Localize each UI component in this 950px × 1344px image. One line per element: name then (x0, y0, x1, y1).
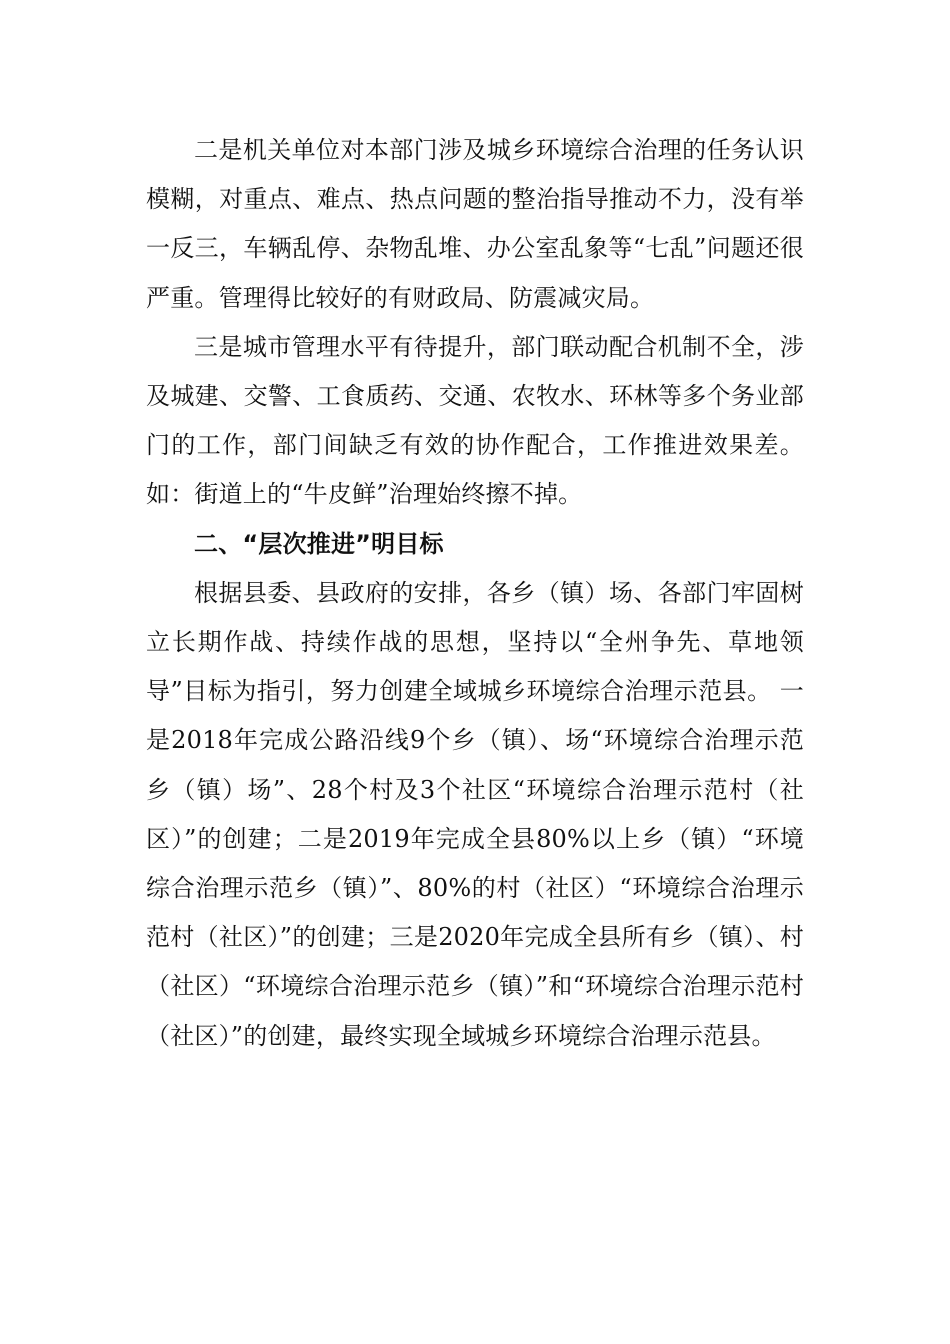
paragraph-goals: 根据县委、县政府的安排，各乡（镇）场、各部门牢固树立长期作战、持续作战的思想，坚持以“全州争先、草地领导”目标为指引，努力创建全域城乡环境综合治理示范县。 一是2018年完成公路沿线9个乡（镇）、场“环境综合治理示范乡（镇）场”、28个村及3个社区“环境综合治理示范村（社区）”的创建；二是2019年完成全县80%以上乡（镇）“环境综合治理示范乡（镇）”、80%的村（社区）“环境综合治理示范村（社区）”的创建；三是2020年完成全县所有乡（镇）、村（社区）“环境综合治理示范乡（镇）”和“环境综合治理示范村（社区）”的创建，最终实现全域城乡环境综合治理示范县。 (146, 578, 804, 1050)
paragraph-issue-two: 二是机关单位对本部门涉及城乡环境综合治理的任务认识模糊，对重点、难点、热点问题的整治指导推动不力，没有举一反三，车辆乱停、杂物乱堆、办公室乱象等“七乱”问题还很严重。管理得比较好的有财政局、防震减灾局。 (146, 136, 804, 312)
paragraph-issue-three: 三是城市管理水平有待提升，部门联动配合机制不全，涉及城建、交警、工食质药、交通、农牧水、环林等多个务业部门的工作，部门间缺乏有效的协作配合，工作推进效果差。如：街道上的“牛皮鲜”治理始终擦不掉。 (146, 332, 804, 509)
document-page (146, 126, 804, 1061)
section-heading: 二、“层次推进”明目标 (194, 529, 444, 558)
